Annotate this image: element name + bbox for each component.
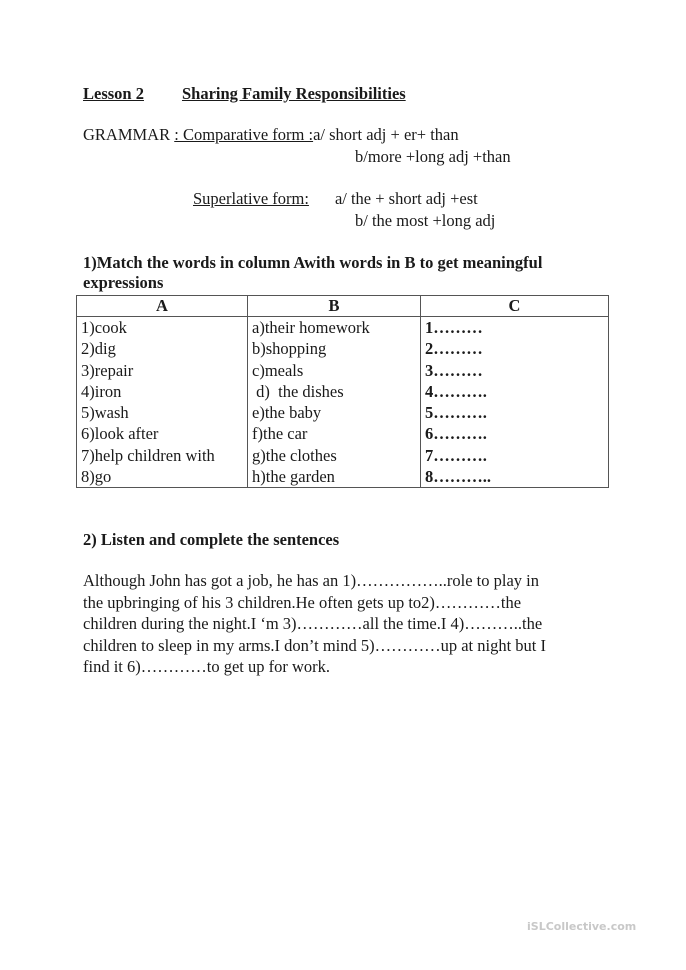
paragraph-line: the upbringing of his 3 children.He often gets up to2)…………the — [83, 592, 522, 612]
paragraph-line: Although John has got a job, he has an 1)……………..role to play in — [83, 571, 539, 590]
list-item: 8)go — [81, 467, 112, 487]
list-item: g)the clothes — [252, 445, 337, 465]
list-item: 4)iron — [81, 381, 122, 401]
column-b-cell — [248, 317, 421, 488]
grammar-comparative — [83, 125, 459, 145]
comparative-rule-b: b/more +long adj +than — [355, 147, 511, 166]
comparative-rule-a: a/ short adj + er+ than — [313, 125, 459, 144]
column-header-b: B — [248, 296, 421, 317]
list-item: f)the car — [252, 424, 308, 444]
answer-blank: 7………. — [425, 445, 487, 465]
paragraph-line: children to sleep in my arms.I don’t mind 5)…………up at night but I — [83, 635, 547, 655]
answer-blank: 6………. — [425, 424, 487, 444]
grammar-superlative — [193, 189, 478, 209]
column-header-c: C — [421, 296, 609, 317]
list-item: e)the baby — [252, 403, 322, 423]
list-item: 1)cook — [81, 318, 127, 337]
comparative-label: : Comparative form : — [174, 125, 314, 144]
column-a-cell — [77, 317, 248, 488]
list-item: d) the dishes — [252, 381, 344, 401]
exercise2-heading: 2) Listen and complete the sentences — [83, 530, 340, 549]
exercise1-heading-cont: expressions — [83, 273, 164, 292]
exercise2-paragraph — [83, 570, 623, 678]
answer-blank: 1……… — [425, 318, 483, 337]
list-item: 6)look after — [81, 424, 159, 444]
answer-blank: 3……… — [425, 360, 483, 380]
superlative-rule-a: a/ the + short adj +est — [334, 189, 478, 208]
paragraph-line: children during the night.I ‘m 3)…………all the time.I 4)………..the — [83, 614, 543, 633]
list-item: 5)wash — [81, 403, 129, 423]
superlative-label: Superlative form: — [193, 189, 309, 208]
lesson-topic: Sharing Family Responsibilities — [181, 84, 406, 103]
superlative-rule-b: b/ the most +long adj — [355, 211, 496, 230]
answer-blank: 5………. — [425, 403, 487, 423]
answer-blank: 4………. — [425, 381, 487, 401]
answer-blank: 2……… — [425, 339, 483, 359]
list-item: 3)repair — [81, 360, 134, 380]
list-item: 7)help children with — [81, 445, 215, 465]
exercise1-heading: 1)Match the words in column Awith words in B to get meaningful — [83, 253, 543, 272]
watermark: iSLCollective.com — [527, 920, 637, 933]
list-item: 2)dig — [81, 339, 116, 359]
grammar-label: GRAMMAR — [83, 125, 171, 144]
lesson-title — [83, 84, 406, 104]
column-c-cell — [421, 317, 609, 488]
lesson-number: Lesson 2 — [83, 84, 144, 103]
matching-table — [76, 295, 609, 488]
paragraph-line: find it 6)…………to get up for work. — [83, 657, 331, 676]
list-item: c)meals — [252, 360, 304, 380]
list-item: a)their homework — [252, 318, 370, 337]
column-header-a: A — [77, 296, 248, 317]
answer-blank: 8……….. — [425, 467, 491, 487]
list-item: b)shopping — [252, 339, 327, 359]
list-item: h)the garden — [252, 467, 335, 487]
